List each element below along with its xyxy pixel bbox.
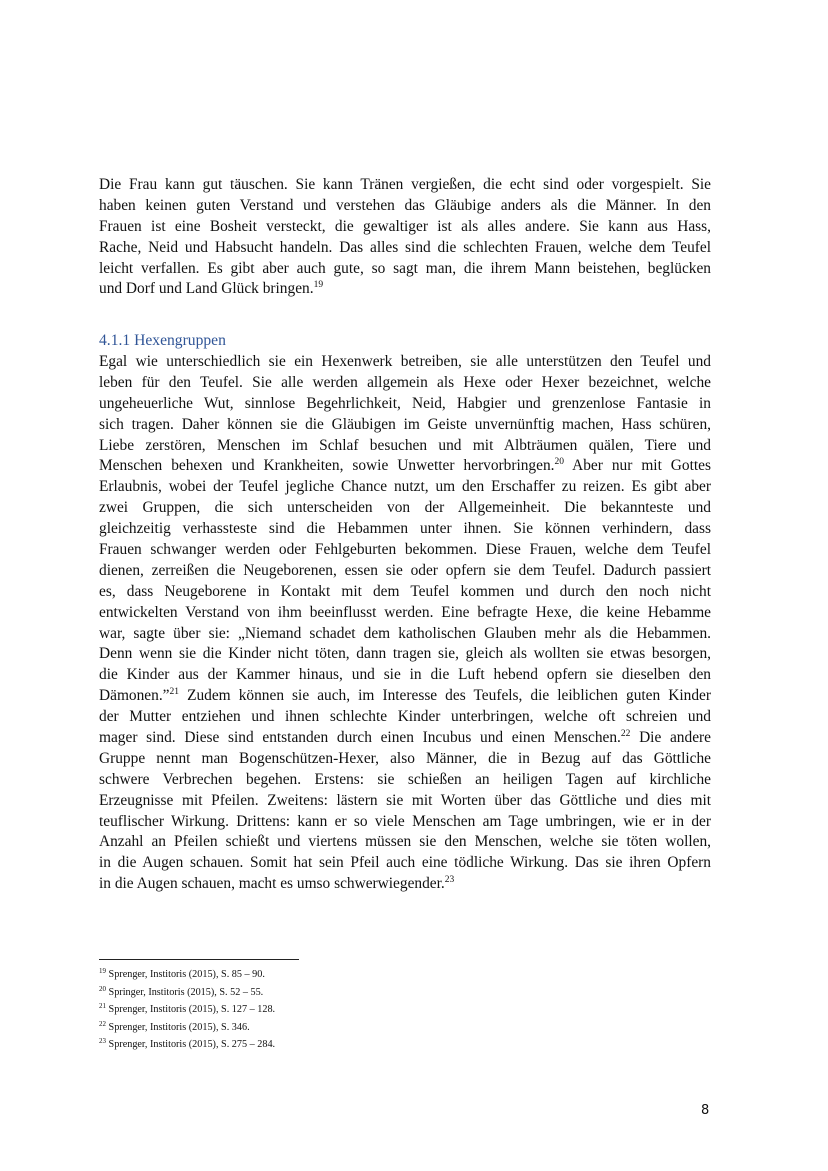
text-segment: Denn wenn sie die Kinder nicht töten, dann tragen sie, gleich als wollten sie etwas besorgen, (99, 645, 711, 663)
text-line (99, 603, 711, 624)
text-line (99, 352, 711, 373)
text-segment: dienen, zerreißen die Neugeborenen, essen sie oder opfern sie dem Teufel. Dadurch passiert (99, 561, 711, 579)
text-segment: Dämonen.” (99, 687, 170, 705)
text-segment: ungeheuerliche Wut, sinnlose Begehrlichkeit, Neid, Habgier und grenzenlose Fantasie in (99, 394, 711, 412)
footnote-number: 23 (99, 1037, 106, 1046)
text-segment: gleichzeitig verhassteste sind die Hebammen unter ihnen. Sie können verhindern, dass (99, 520, 711, 538)
text-segment: leicht verfallen. Es gibt aber auch gute, so sagt man, die ihrem Mann beistehen, beglücken (99, 259, 711, 277)
text-segment: Rache, Neid und Habsucht handeln. Das alles sind die schlechten Frauen, welche dem Teufel (99, 238, 711, 256)
paragraph-women-deception (99, 175, 711, 300)
text-line (99, 436, 711, 457)
footnote (99, 984, 275, 1002)
section-heading: 4.1.1 Hexengruppen (99, 332, 226, 349)
footnote-text: Springer, Institoris (2015), S. 52 – 55. (106, 986, 264, 998)
text-segment: zwei Gruppen, die sich unterscheiden von der Allgemeinheit. Die bekannteste und (99, 499, 711, 517)
footnote-number: 21 (99, 1002, 106, 1011)
text-segment: Liebe zerstören, Menschen im Schlaf besuchen und mit Albträumen quälen, Tiere und (99, 436, 711, 454)
text-segment: leben für den Teufel. Sie alle werden allgemein als Hexe oder Hexer bezeichnet, welche (99, 373, 711, 391)
paragraph-witch-groups (99, 352, 711, 895)
text-segment: schwere Verbrechen begehen. Erstens: sie schießen an heiligen Tagen auf kirchliche (99, 770, 711, 788)
text-line (99, 477, 711, 498)
text-segment: war, sagte über sie: „Niemand schadet dem katholischen Glauben mehr als die Hebammen. (99, 624, 711, 642)
text-segment: teuflischer Wirkung. Drittens: kann er so viele Menschen am Tage umbringen, wie er in der (99, 812, 711, 830)
footnote-text: Sprenger, Institoris (2015), S. 346. (106, 1021, 250, 1033)
text-line (99, 624, 711, 645)
footnote-number: 22 (99, 1019, 106, 1028)
text-line (99, 874, 711, 895)
text-segment: Menschen behexen und Krankheiten, sowie Unwetter hervorbringen. (99, 457, 555, 475)
text-segment: mager sind. Diese sind entstanden durch einen Incubus und einen Menschen. (99, 729, 621, 747)
footnote-reference[interactable]: 19 (313, 280, 324, 291)
text-segment: entwickelten Verstand von ihm beeinflusst werden. Eine befragte Hexe, die keine Hebamme (99, 603, 711, 621)
text-line (99, 415, 711, 436)
footnote-text: Sprenger, Institoris (2015), S. 85 – 90. (106, 969, 265, 980)
text-line (99, 665, 711, 686)
text-line (99, 394, 711, 415)
text-line (99, 259, 711, 280)
footnote-number: 19 (99, 967, 106, 975)
text-line (99, 812, 711, 833)
text-segment: Frauen ist eine Bosheit versteckt, die gewaltiger ist als alles andere. Sie kann aus Hass, (99, 217, 711, 235)
text-segment: Frauen schwanger werden oder Fehlgeburten bekommen. Diese Frauen, welche dem Teufel (99, 541, 711, 559)
text-line (99, 770, 711, 791)
text-line (99, 749, 711, 770)
text-line (99, 373, 711, 394)
footnote (99, 1036, 275, 1054)
text-line (99, 456, 711, 477)
footnote (99, 1001, 275, 1019)
text-segment: und Dorf und Land Glück bringen. (99, 280, 314, 298)
text-segment: der Mutter entziehen und ihnen schlechte Kinder unterbringen, welche oft schreien und (99, 708, 711, 726)
text-line (99, 540, 711, 561)
text-segment: Aber nur mit Gottes (564, 457, 711, 475)
footnote-reference[interactable]: 23 (444, 875, 455, 886)
text-segment: Egal wie unterschiedlich sie ein Hexenwerk betreiben, sie alle unterstützen den Teufel und (99, 353, 711, 370)
text-segment: Erzeugnisse mit Pfeilen. Zweitens: lästern sie mit Worten über das Göttliche und dies mit (99, 791, 711, 809)
text-segment: in die Augen schauen, macht es umso schwerwiegender. (99, 875, 445, 893)
footnote-number: 20 (99, 984, 106, 993)
text-line (99, 279, 711, 300)
text-line (99, 644, 711, 665)
footnote-separator (99, 959, 299, 960)
footnote-reference[interactable]: 20 (554, 457, 564, 468)
text-line (99, 686, 711, 707)
text-line (99, 853, 711, 874)
text-line (99, 175, 711, 196)
text-line (99, 728, 711, 749)
text-segment: Die andere (630, 729, 711, 747)
footnote-text: Sprenger, Institoris (2015), S. 275 – 284. (106, 1039, 276, 1051)
footnote-reference[interactable]: 22 (620, 729, 631, 740)
text-line (99, 832, 711, 853)
text-line (99, 561, 711, 582)
text-segment: Die Frau kann gut täuschen. Sie kann Tränen vergießen, die echt sind oder vorgespielt. Sie (99, 176, 711, 193)
footnote-reference[interactable]: 21 (169, 687, 180, 698)
text-line (99, 707, 711, 728)
text-line (99, 217, 711, 238)
text-line (99, 791, 711, 812)
text-line (99, 519, 711, 540)
text-segment: Anzahl an Pfeilen schießt und viertens müssen sie den Menschen, welche sie töten wollen, (99, 833, 711, 851)
text-line (99, 196, 711, 217)
footnotes (99, 966, 275, 1054)
text-segment: Zudem können sie auch, im Interesse des Teufels, die leiblichen guten Kinder (179, 687, 711, 705)
text-segment: Erlaubnis, wobei der Teufel jegliche Chance nutzt, um den Erschaffer zu reizen. Es gibt aber (99, 478, 711, 496)
text-line (99, 238, 711, 259)
text-line (99, 498, 711, 519)
text-segment: in die Augen schauen. Somit hat sein Pfeil auch eine tödliche Wirkung. Das sie ihren Opfern (99, 854, 711, 872)
text-segment: sich tragen. Daher können sie die Gläubigen im Geiste unvernünftig machen, Hass schüren, (99, 415, 711, 433)
page-number: 8 (701, 1103, 710, 1118)
footnote (99, 966, 275, 984)
text-segment: Gruppe nennt man Bogenschützen-Hexer, also Männer, die in Bezug auf das Göttliche (99, 749, 711, 767)
text-line (99, 582, 711, 603)
text-segment: haben keinen guten Verstand und verstehen das Gläubige anders als die Männer. In den (99, 196, 711, 214)
footnote (99, 1019, 275, 1037)
text-segment: es, dass Neugeborene in Kontakt mit dem Teufel kommen und durch den noch nicht (99, 582, 711, 600)
text-segment: die Kinder aus der Kammer hinaus, und sie in die Luft hebend opfern sie dieselben den (99, 666, 711, 684)
footnote-text: Sprenger, Institoris (2015), S. 127 – 128. (106, 1004, 276, 1016)
